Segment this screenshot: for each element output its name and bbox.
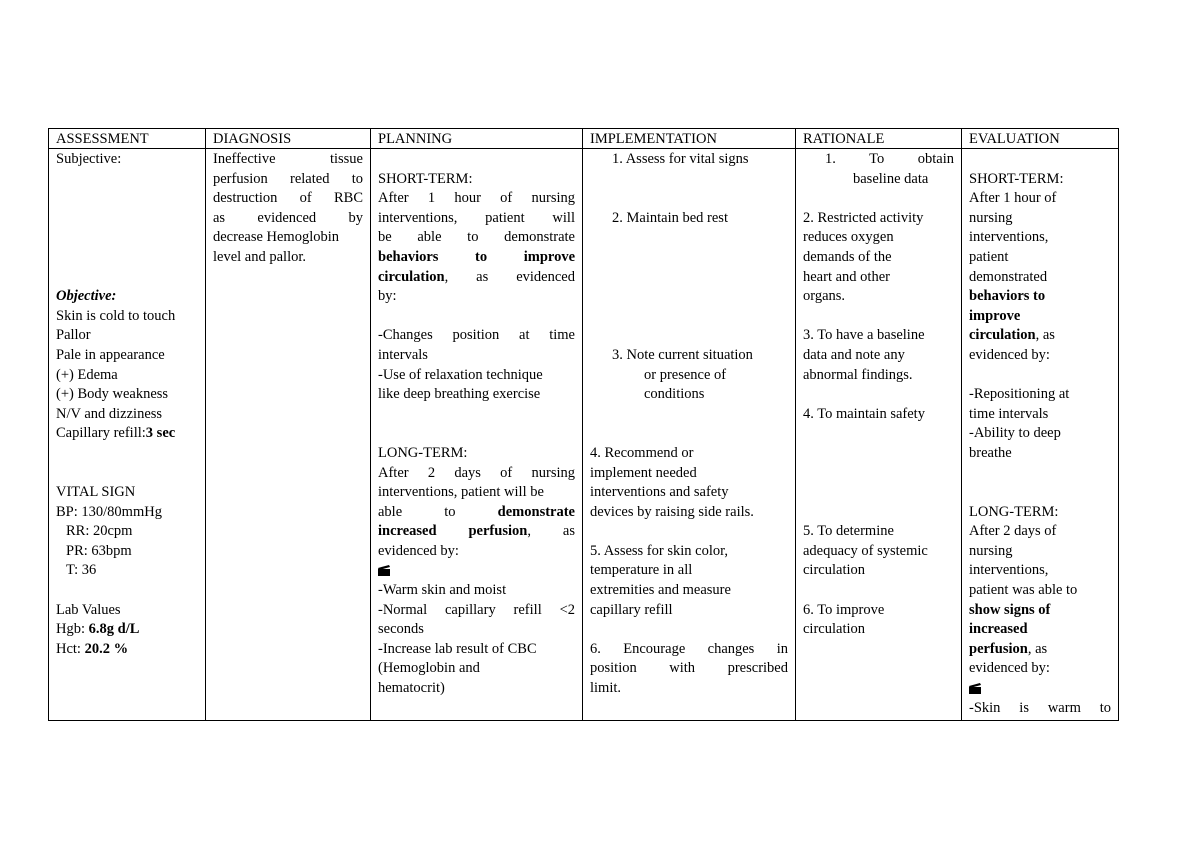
objective-item: Pallor xyxy=(56,327,91,344)
evaluation-line: interventions, xyxy=(969,229,1049,246)
care-plan-row xyxy=(49,149,1119,721)
intervention-3: or presence of xyxy=(644,366,727,383)
objective-item: Skin is cold to touch xyxy=(56,307,176,324)
evaluation-line: After 2 days of xyxy=(969,523,1057,540)
evaluation-line: demonstrated xyxy=(969,268,1048,285)
rationale-2: reduces oxygen xyxy=(803,229,894,246)
planning-outcome: -Warm skin and moist xyxy=(378,582,507,599)
implementation-cell xyxy=(583,149,796,721)
intervention-3: conditions xyxy=(644,386,705,403)
planning-outcome: -Normal capillary refill <2 xyxy=(378,601,575,618)
vital-temp: T: 36 xyxy=(66,562,97,579)
intervention-4: implement needed xyxy=(590,464,697,481)
planning-outcome: (Hemoglobin and xyxy=(378,660,480,677)
planning-outcome: intervals xyxy=(378,346,428,363)
vital-bp: BP: 130/80mmHg xyxy=(56,503,162,520)
evaluation-short-term-label: SHORT-TERM: xyxy=(969,170,1064,187)
diagnosis-cell xyxy=(206,149,371,721)
intervention-2: 2. Maintain bed rest xyxy=(612,209,728,226)
objective-item: (+) Edema xyxy=(56,366,118,383)
rationale-3: abnormal findings. xyxy=(803,366,913,383)
planning-line: circulation, as evidenced xyxy=(378,268,575,285)
planning-goal-bold: behaviors to improve xyxy=(378,248,575,265)
assessment-cell xyxy=(49,149,206,721)
evaluation-line: evidenced by: xyxy=(969,346,1050,363)
rationale-2: demands of the xyxy=(803,248,892,265)
evaluation-bold: increased xyxy=(969,621,1028,638)
diagnosis-line: as evidenced by xyxy=(213,209,363,226)
objective-item: N/V and dizziness xyxy=(56,405,163,422)
header-planning: PLANNING xyxy=(371,129,583,149)
rationale-cell xyxy=(796,149,962,721)
evaluation-line: nursing xyxy=(969,542,1013,559)
objective-item: Pale in appearance xyxy=(56,346,165,363)
evaluation-bold: show signs of xyxy=(969,601,1051,618)
intervention-1: 1. Assess for vital signs xyxy=(612,151,749,167)
capillary-refill: Capillary refill:3 sec xyxy=(56,425,176,442)
header-row xyxy=(49,129,1119,149)
objective-label: Objective: xyxy=(56,288,117,305)
lab-hct: Hct: 20.2 % xyxy=(56,640,129,657)
rationale-5: adequacy of systemic xyxy=(803,542,928,559)
evaluation-line: interventions, xyxy=(969,562,1049,579)
intervention-6: limit. xyxy=(590,680,622,697)
rationale-4: 4. To maintain safety xyxy=(803,405,925,422)
diagnosis-line: level and pallor. xyxy=(213,248,307,265)
intervention-5: capillary refill xyxy=(590,601,673,618)
evaluation-outcome: breathe xyxy=(969,444,1012,461)
rationale-3: data and note any xyxy=(803,346,905,363)
clapper-icon xyxy=(378,561,575,581)
diagnosis-line: decrease Hemoglobin xyxy=(213,229,340,246)
rationale-1: 1. To obtain xyxy=(825,151,954,167)
evaluation-line: perfusion, as xyxy=(969,640,1048,657)
evaluation-outcome: -Repositioning at xyxy=(969,386,1070,403)
rationale-5: circulation xyxy=(803,562,866,579)
evaluation-line: patient was able to xyxy=(969,582,1078,599)
rationale-6: circulation xyxy=(803,621,866,638)
header-implementation: IMPLEMENTATION xyxy=(583,129,796,149)
header-rationale: RATIONALE xyxy=(796,129,962,149)
planning-line: interventions, patient will be xyxy=(378,484,544,501)
lab-values-label: Lab Values xyxy=(56,601,121,618)
intervention-3: 3. Note current situation xyxy=(612,346,753,363)
diagnosis-line: perfusion related to xyxy=(213,170,363,187)
evaluation-long-term-label: LONG-TERM: xyxy=(969,503,1059,520)
intervention-4: devices by raising side rails. xyxy=(590,503,754,520)
planning-line: After 2 days of nursing xyxy=(378,464,575,481)
evaluation-cell xyxy=(962,149,1119,721)
evaluation-bold: behaviors to xyxy=(969,288,1046,305)
evaluation-line: circulation, as xyxy=(969,327,1055,344)
rationale-2: heart and other xyxy=(803,268,890,285)
intervention-5: temperature in all xyxy=(590,562,693,579)
rationale-5: 5. To determine xyxy=(803,523,894,540)
intervention-4: 4. Recommend or xyxy=(590,444,694,461)
planning-line: evidenced by: xyxy=(378,542,459,559)
nursing-care-plan xyxy=(48,128,1118,721)
diagnosis-line: Ineffective tissue xyxy=(213,151,363,167)
evaluation-line: After 1 hour of xyxy=(969,190,1057,207)
planning-outcome: hematocrit) xyxy=(378,680,445,697)
intervention-4: interventions and safety xyxy=(590,484,729,501)
care-plan-table xyxy=(48,128,1119,721)
planning-line: by: xyxy=(378,288,397,305)
planning-line: interventions, patient will xyxy=(378,209,575,226)
intervention-5: extremities and measure xyxy=(590,582,731,599)
lab-hgb: Hgb: 6.8g d/L xyxy=(56,621,140,638)
rationale-2: 2. Restricted activity xyxy=(803,209,924,226)
diagnosis-line: destruction of RBC xyxy=(213,190,363,207)
objective-item: (+) Body weakness xyxy=(56,386,169,403)
evaluation-outcome: -Skin is warm to xyxy=(969,699,1111,716)
evaluation-line: nursing xyxy=(969,209,1013,226)
clapper-icon xyxy=(969,679,1111,699)
planning-short-term-label: SHORT-TERM: xyxy=(378,170,473,187)
evaluation-line: patient xyxy=(969,248,1009,265)
vital-rr: RR: 20cpm xyxy=(66,523,133,540)
intervention-5: 5. Assess for skin color, xyxy=(590,542,728,559)
evaluation-outcome: -Ability to deep xyxy=(969,425,1061,442)
subjective-label: Subjective: xyxy=(56,151,122,167)
planning-outcome: -Changes position at time xyxy=(378,327,575,344)
rationale-6: 6. To improve xyxy=(803,601,885,618)
rationale-1: baseline data xyxy=(853,170,929,187)
evaluation-line: evidenced by: xyxy=(969,660,1050,677)
planning-outcome: -Increase lab result of CBC xyxy=(378,640,537,657)
intervention-6: position with prescribed xyxy=(590,660,788,677)
rationale-2: organs. xyxy=(803,288,846,305)
planning-outcome: -Use of relaxation technique xyxy=(378,366,543,383)
planning-line: able to demonstrate xyxy=(378,503,575,520)
evaluation-bold: improve xyxy=(969,307,1021,324)
planning-line: increased perfusion, as xyxy=(378,523,575,540)
vital-sign-label: VITAL SIGN xyxy=(56,484,136,501)
planning-line: After 1 hour of nursing xyxy=(378,190,575,207)
planning-long-term-label: LONG-TERM: xyxy=(378,444,468,461)
header-assessment: ASSESSMENT xyxy=(49,129,206,149)
planning-outcome: like deep breathing exercise xyxy=(378,386,541,403)
intervention-6: 6. Encourage changes in xyxy=(590,640,788,657)
rationale-3: 3. To have a baseline xyxy=(803,327,925,344)
header-diagnosis: DIAGNOSIS xyxy=(206,129,371,149)
evaluation-outcome: time intervals xyxy=(969,405,1049,422)
planning-cell xyxy=(371,149,583,721)
vital-pr: PR: 63bpm xyxy=(66,542,132,559)
header-evaluation: EVALUATION xyxy=(962,129,1119,149)
planning-outcome: seconds xyxy=(378,621,424,638)
planning-line: be able to demonstrate xyxy=(378,229,575,246)
